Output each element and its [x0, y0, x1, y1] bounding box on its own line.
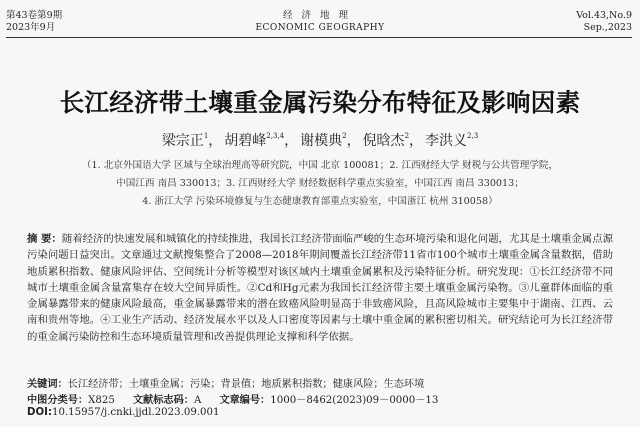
keywords [27, 375, 424, 390]
volume-issue-cn: 第43卷第9期 [6, 10, 63, 21]
doi-label: DOI: [27, 407, 52, 418]
author: 李洪义$^{2,3}$ [425, 132, 479, 149]
affiliation-line: （1. 北京外国语大学 区域与全球治理高等研究院，中国 北京 100081；2. 江西财经大学 财税与公共管理学院， [81, 160, 559, 171]
header-rule [6, 37, 632, 38]
journal-name [0, 10, 640, 34]
keywords-label: 关键词： [27, 379, 68, 390]
author: 倪晗杰$^2$， [362, 132, 424, 149]
author: 谢模典$^2$， [300, 132, 361, 149]
date-en: Sep.,2023 [583, 22, 632, 33]
journal-name-cn: 经济地理 [282, 10, 357, 21]
author: 胡碧峰$^{2,3,4}$， [224, 132, 299, 149]
article-number-value: 1000－8462(2023)09－0000－13 [270, 395, 439, 406]
journal-name-en: ECONOMIC GEOGRAPHY [255, 23, 385, 33]
clc-label: 中图分类号： [27, 395, 89, 406]
doc-code-label: 文献标志码： [132, 395, 194, 406]
header-right [576, 10, 632, 34]
doc-code-value: A [193, 395, 202, 406]
affiliation-line: 中国江西 南昌 330013；3. 江西财经大学 财经数据科学重点实验室，中国江西 南昌 330013； [116, 178, 524, 189]
volume-issue-en: Vol.43,No.9 [576, 10, 632, 21]
classification-info [27, 391, 438, 406]
clc-value: X825 [88, 395, 115, 406]
article-number-label: 文章编号： [219, 395, 271, 406]
doi [27, 407, 220, 418]
author-list [0, 130, 640, 150]
affiliation-line: 4. 浙江大学 污染环境修复与生态健康教育部重点实验室，中国浙江 杭州 310058） [142, 196, 498, 207]
date-cn: 2023年9月 [6, 22, 56, 33]
doi-value: 10.15957/j.cnki.jjdl.2023.09.001 [51, 407, 220, 418]
keywords-text: 长江经济带；土壤重金属；污染；背景值；地质累积指数；健康风险；生态环境 [67, 379, 425, 390]
abstract [27, 231, 613, 345]
abstract-text: 随着经济的快速发展和城镇化的持续推进，我国长江经济带面临严峻的生态环境污染和退化问题，尤其是土壤重金属点源污染问题日益突出。文章通过文献搜集整合了2008—2018年期间覆盖长江经济带11省市100个城市土壤重金属含量数据，借助地质累积指数、健康风险评估、空间统计分析等模型对该区域内土壤重金属累积及污染特征分析。研究发现：①长江经济带不同城市土壤重金属含量富集存在较大空间异质性。②Cd和Hg元素为我国长江经济带主要土壤重金属污染物。③儿童群体面临的重金属暴露带来的健康风险最高，重金属暴露带来的潜在致癌风险明显高于非致癌风险，且高风险城市主要集中于湖南、江西、云南和贵州等地。④工业生产活动、经济发展水平以及人口密度等因素与土壤中重金属的累积密切相关。研究结论可为长江经济带的重金属污染防控和生态环境质量管理和改善提供理论支撑和科学依据。 [27, 233, 613, 343]
paper-title: 长江经济带土壤重金属污染分布特征及影响因素 [59, 88, 581, 117]
author: 梁宗正$^1$， [161, 132, 223, 149]
abstract-label: 摘 要： [27, 233, 62, 245]
